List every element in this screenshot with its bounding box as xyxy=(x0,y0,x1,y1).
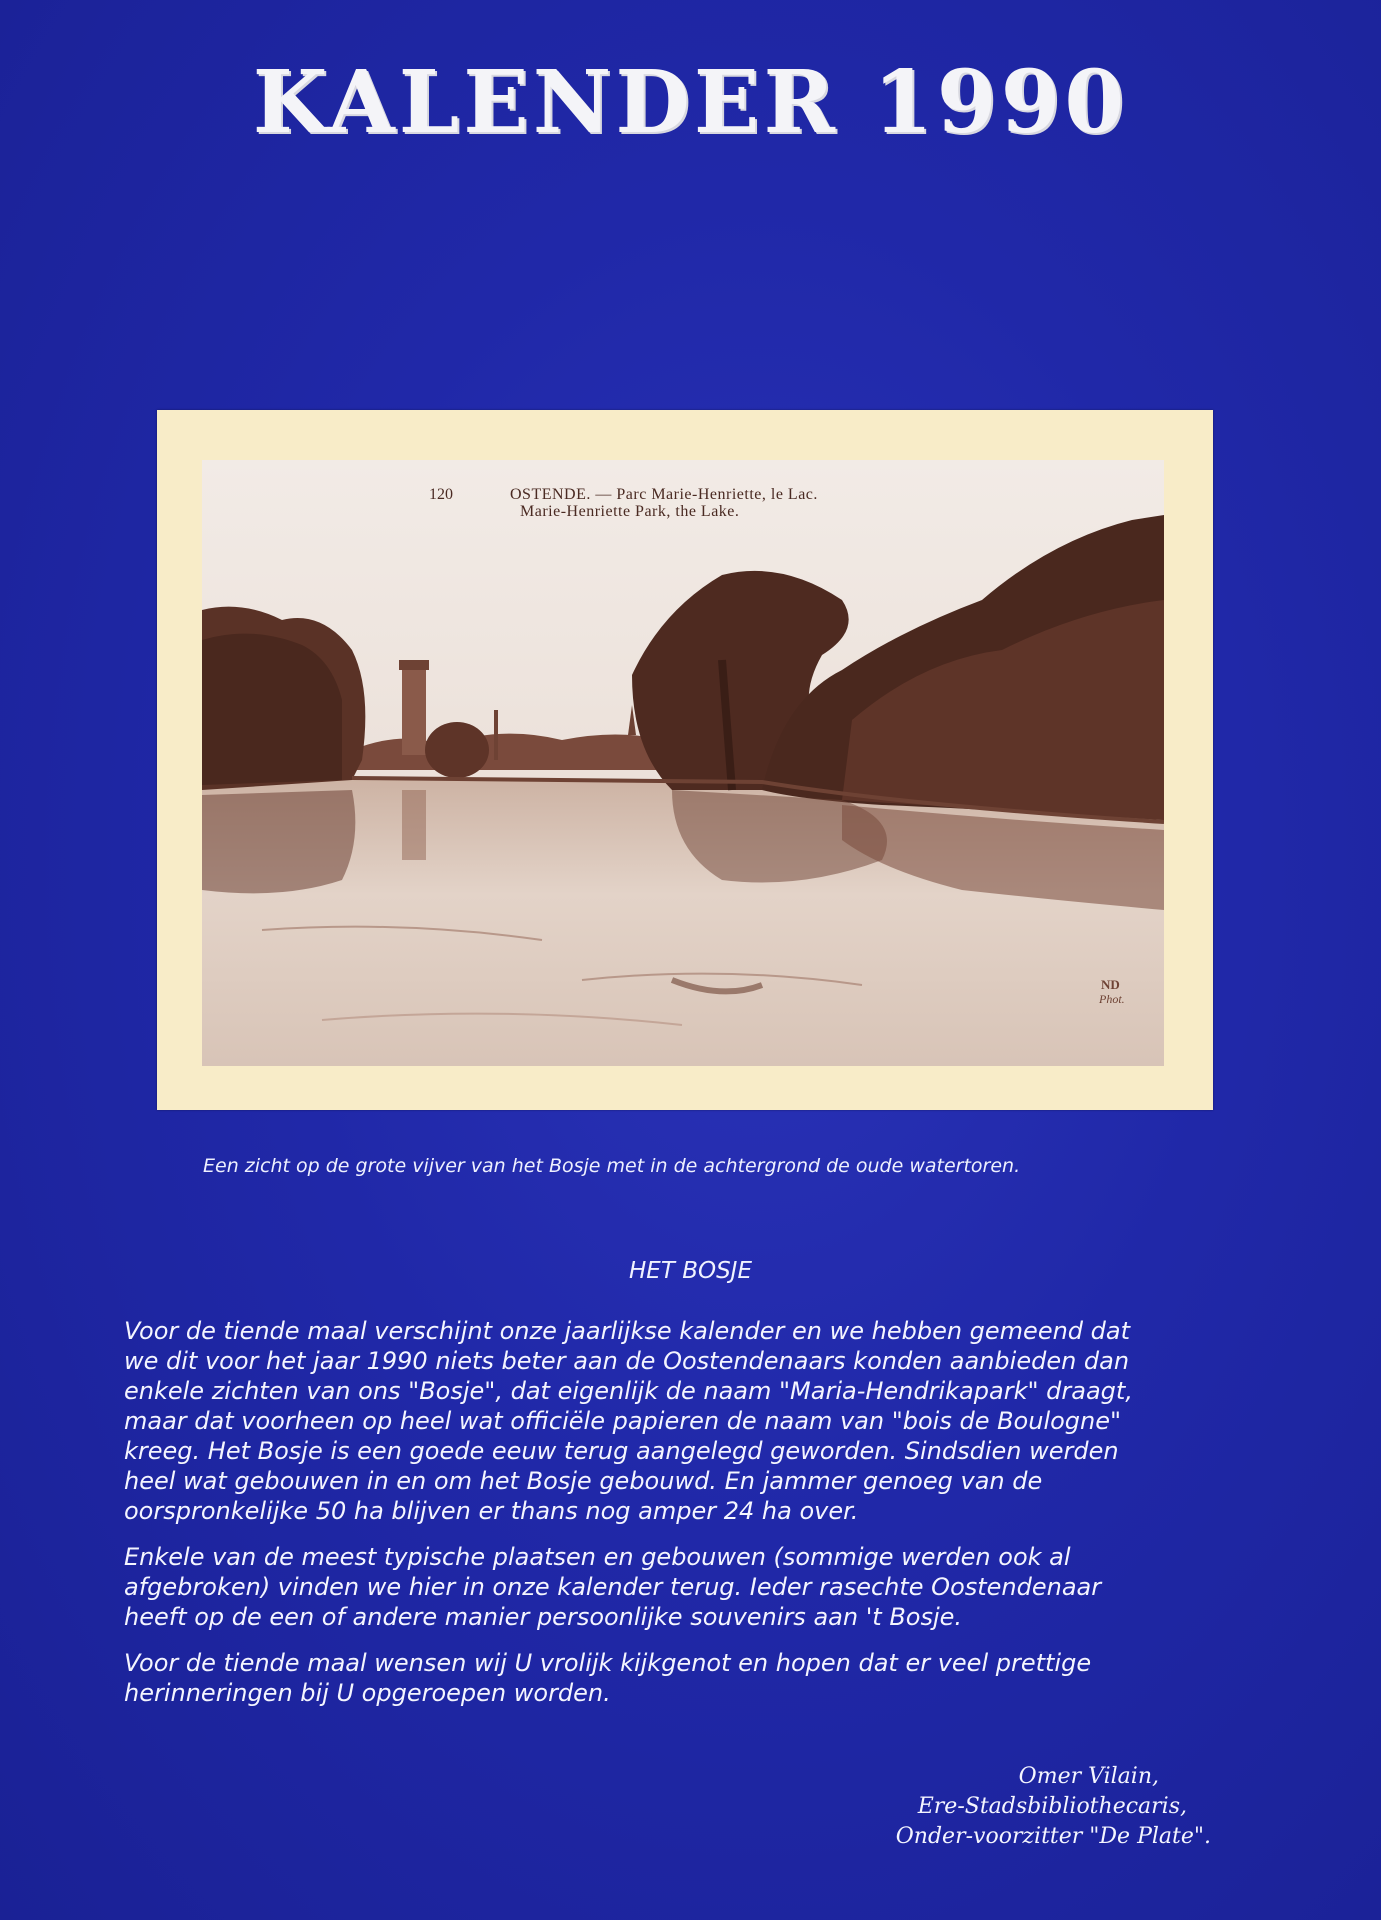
text-line: kreeg. Het Bosje is een goede eeuw terug aangelegd geworden. Sindsdien werden xyxy=(124,1437,1119,1465)
text-line: Enkele van de meest typische plaatsen en gebouwen (sommige werden ook al xyxy=(124,1543,1071,1571)
article-body xyxy=(124,1316,1264,1724)
signature-name: Omer Vilain, xyxy=(1018,1764,1159,1789)
text-line: heeft op de een of andere manier persoonlijke souvenirs aan 't Bosje. xyxy=(124,1603,963,1631)
article-paragraph xyxy=(124,1542,1264,1632)
text-line: oorspronkelijke 50 ha blijven er thans nog amper 24 ha over. xyxy=(124,1497,859,1525)
signature-role: Onder-voorzitter "De Plate". xyxy=(895,1824,1211,1849)
svg-text:ND: ND xyxy=(1101,977,1120,992)
page-title: KALENDER 1990 xyxy=(252,52,1129,153)
text-line: maar dat voorheen op heel wat officiële papieren de naam van "bois de Boulogne" xyxy=(124,1407,1122,1435)
postcard-caption-french: OSTENDE. — Parc Marie-Henriette, le Lac. xyxy=(510,486,818,503)
lake-scene-illustration xyxy=(202,460,1164,1066)
text-line: we dit voor het jaar 1990 niets beter aan de Oostendenaars konden aanbieden dan xyxy=(124,1347,1130,1375)
postcard-photo xyxy=(202,460,1164,1066)
text-line: enkele zichten van ons "Bosje", dat eigenlijk de naam "Maria-Hendrikapark" draagt, xyxy=(124,1377,1133,1405)
article-paragraph xyxy=(124,1648,1264,1708)
text-line: Voor de tiende maal wensen wij U vrolijk kijkgenot en hopen dat er veel prettige xyxy=(124,1649,1092,1677)
text-line: Voor de tiende maal verschijnt onze jaarlijkse kalender en we hebben gemeend dat xyxy=(124,1317,1131,1345)
signature-block xyxy=(896,1762,1211,1852)
publisher-logo xyxy=(1097,975,1141,1009)
photo-caption: Een zicht op de grote vijver van het Bosje met in de achtergrond de oude watertoren. xyxy=(203,1155,1021,1177)
text-line: afgebroken) vinden we hier in onze kalender terug. Ieder rasechte Oostendenaar xyxy=(124,1573,1102,1601)
text-line: heel wat gebouwen in en om het Bosje gebouwd. En jammer genoeg van de xyxy=(124,1467,1043,1495)
postcard-caption-english: Marie-Henriette Park, the Lake. xyxy=(520,503,740,520)
article-heading: HET BOSJE xyxy=(629,1258,752,1284)
article-paragraph xyxy=(124,1316,1264,1526)
postcard-number: 120 xyxy=(429,486,453,503)
svg-text:Phot.: Phot. xyxy=(1099,992,1125,1006)
text-line: herinneringen bij U opgeroepen worden. xyxy=(124,1679,611,1707)
signature-title: Ere-Stadsbibliothecaris, xyxy=(917,1794,1187,1819)
